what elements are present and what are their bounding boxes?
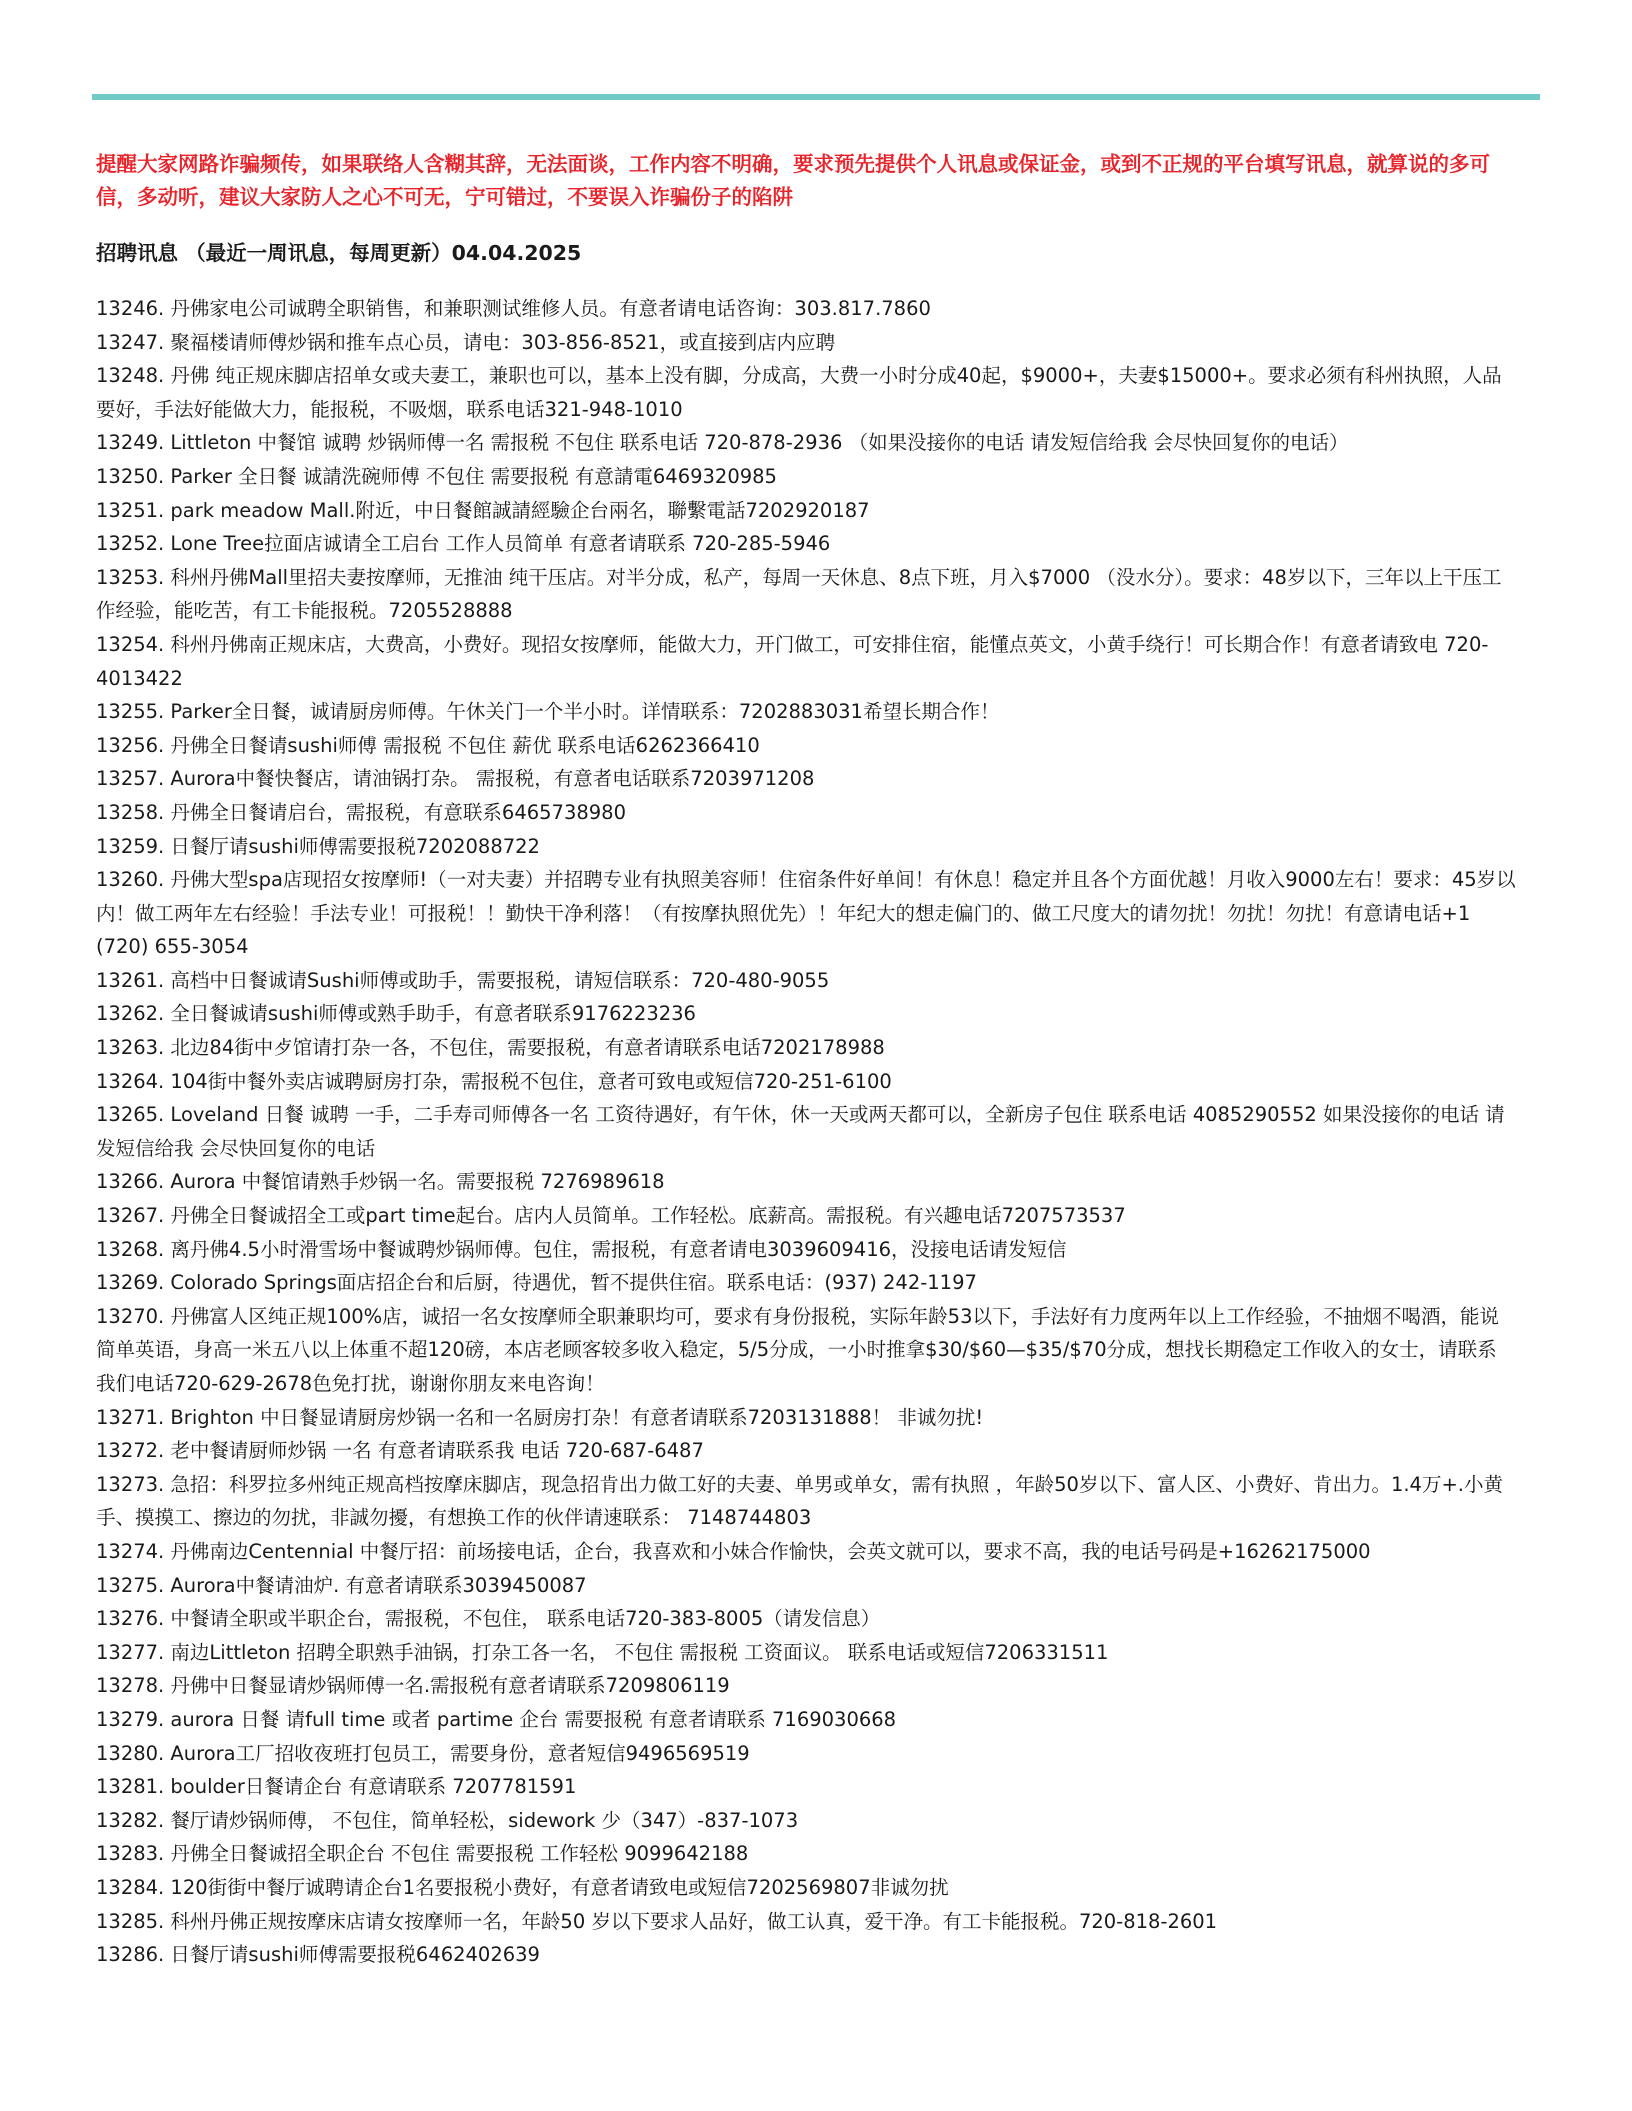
job-listing-item: 13278. 丹佛中日餐显请炒锅师傅一名.需报税有意者请联系7209806119 [96,1674,730,1698]
section-heading: 招聘讯息 （最近一周讯息，每周更新）04.04.2025 [96,241,582,265]
job-listing-item: 13261. 高档中日餐诚请Sushi师傅或助手，需要报税，请短信联系：720-480-9055 [96,968,830,992]
job-listing-item: 13269. Colorado Springs面店招企台和后厨，待遇优，暂不提供住宿。联系电话：(937) 242-1197 [96,1271,977,1295]
job-listing-item: 13257. Aurora中餐快餐店，请油锅打杂。 需报税，有意者电话联系7203971208 [96,767,815,791]
job-listing-item: 13277. 南边Littleton 招聘全职熟手油锅，打杂工各一名， 不包住 需报税 工资面议。 联系电话或短信7206331511 [96,1640,1109,1664]
job-listing-item: 13252. Lone Tree拉面店诚请全工启台 工作人员简单 有意者请联系 720-285-5946 [96,532,831,556]
job-listing-item: 13254. 科州丹佛南正规床店，大费高，小费好。现招女按摩师，能做大力，开门做工，可安排住宿，能懂点英文，小黄手绕行！可长期合作！有意者请致电 720-4013422 [96,632,1489,690]
job-listing-item: 13246. 丹佛家电公司诚聘全职销售，和兼职测试维修人员。有意者请电话咨询：303.817.7860 [96,297,931,320]
job-listing-item: 13251. park meadow Mall.附近，中日餐館誠請經驗企台兩名，聯繫電話7202920187 [96,498,870,522]
job-listing-item: 13280. Aurora工厂招收夜班打包员工，需要身份，意者短信9496569519 [96,1741,750,1765]
job-listing-item: 13247. 聚福楼请师傅炒锅和推车点心员，请电：303-856-8521，或直接到店内应聘 [96,330,836,354]
job-listing-item: 13259. 日餐厅请sushi师傅需要报税7202088722 [96,834,540,858]
job-listing-item: 13271. Brighton 中日餐显请厨房炒锅一名和一名厨房打杂！有意者请联系7203131888！ 非诚勿扰! [96,1405,984,1429]
job-listing-item: 13276. 中餐请全职或半职企台，需报税，不包住， 联系电话720-383-8005（请发信息） [96,1607,881,1631]
job-listing-item: 13281. boulder日餐请企台 有意请联系 7207781591 [96,1775,577,1799]
top-divider [92,94,1540,100]
job-listing-item: 13286. 日餐厅请sushi师傅需要报税6462402639 [96,1943,540,1967]
job-listing-item: 13267. 丹佛全日餐诚招全工或part time起台。店内人员简单。工作轻松。底薪高。需报税。有兴趣电话7207573537 [96,1204,1126,1228]
job-listing-item: 13275. Aurora中餐请油炉. 有意者请联系3039450087 [96,1573,587,1597]
job-listing-item: 13260. 丹佛大型spa店现招女按摩师!（一对夫妻）并招聘专业有执照美容师！住宿条件好单间！有休息！稳定并且各个方面优越！月收入9000左右！要求：45岁以内！做工两年左右经验！手法专业！可报税！！勤快干净利落！（有按摩执照优先）！年纪大的想走偏门的、做工尺度大的请勿扰！勿扰！勿扰！有意请电话+1 (720) 655-3054 [96,868,1516,959]
job-listing-item: 13253. 科州丹佛Mall里招夫妻按摩师，无推油 纯干压店。对半分成，私产，每周一天休息、8点下班，月入$7000 （没水分）。要求：48岁以下，三年以上干压工作经验，能吃苦，有工卡能报税。7205528888 [96,565,1502,623]
job-listing-item: 13284. 120街街中餐厅诚聘请企台1名要报税小费好，有意者请致电或短信7202569807非诚勿扰 [96,1875,949,1899]
job-listing-item: 13256. 丹佛全日餐请sushi师傅 需报税 不包住 薪优 联系电话6262366410 [96,733,760,757]
job-listing-item: 13285. 科州丹佛正规按摩床店请女按摩师一名，年龄50 岁以下要求人品好，做工认真，爱干净。有工卡能报税。720-818-2601 [96,1909,1218,1933]
job-listing-item: 13264. 104街中餐外卖店诚聘厨房打杂，需报税不包住，意者可致电或短信720-251-6100 [96,1069,892,1093]
job-listing-item: 13258. 丹佛全日餐请启台，需报税，有意联系6465738980 [96,800,626,824]
job-listing-item: 13262. 全日餐诚请sushi师傅或熟手助手，有意者联系9176223236 [96,1002,696,1026]
job-listing-item: 13282. 餐厅请炒锅师傅， 不包住，简单轻松，sidework 少（347）-837-1073 [96,1808,799,1832]
job-listing-item: 13265. Loveland 日餐 诚聘 一手，二手寿司师傅各一名 工资待遇好，有午休，休一天或两天都可以，全新房子包住 联系电话 4085290552 如果没接你的电话 请发短信给我 会尽快回复你的电话 [96,1103,1505,1160]
job-listing-item: 13279. aurora 日餐 请full time 或者 partime 企台 需要报税 有意者请联系 7169030668 [96,1707,897,1731]
job-listing-item: 13255. Parker全日餐，诚请厨房师傅。午休关门一个半小时。详情联系：7202883031希望长期合作！ [96,700,1000,724]
scam-warning-notice: 提醒大家网路诈骗频传，如果联络人含糊其辞，无法面谈，工作内容不明确，要求预先提供个人讯息或保证金，或到不正规的平台填写讯息，就算说的多可信，多动听，建议大家防人之心不可无，宁可错过，不要误入诈骗份子的陷阱 [96,152,1490,209]
job-listing-item: 13270. 丹佛富人区纯正规100%店，诚招一名女按摩师全职兼职均可，要求有身份报税，实际年龄53以下，手法好有力度两年以上工作经验，不抽烟不喝酒，能说简单英语，身高一米五八以上体重不超120磅，本店老顾客较多收入稳定，5/5分成，一小时推拿$30/$60—$35/$70分成，想找长期稳定工作收入的女士，请联系我们电话720-629-2678色免打扰，谢谢你朋友来电咨询！ [96,1304,1499,1395]
job-listing-item: 13273. 急招：科罗拉多州纯正规高档按摩床脚店，现急招肯出力做工好的夫妻、单男或单女，需有执照 ，年龄50岁以下、富人区、小费好、肯出力。1.4万+.小黄手、摸摸工、擦边的勿扰，非誠勿擾，有想换工作的伙伴请速联系： 7148744803 [96,1472,1503,1530]
job-listing-item: 13272. 老中餐请厨师炒锅 一名 有意者请联系我 电话 720-687-6487 [96,1439,704,1463]
job-listing-item: 13248. 丹佛 纯正规床脚店招单女或夫妻工，兼职也可以，基本上没有脚，分成高，大费一小时分成40起，$9000+，夫妻$15000+。要求必须有科州执照，人品要好，手法好能做大力，能报税，不吸烟，联系电话321-948-1010 [96,364,1502,421]
job-listing-item: 13274. 丹佛南边Centennial 中餐厅招：前场接电话，企台，我喜欢和小妹合作愉快，会英文就可以，要求不高，我的电话号码是+16262175000 [96,1539,1371,1563]
job-listing-item: 13283. 丹佛全日餐诚招全职企台 不包住 需要报税 工作轻松 9099642188 [96,1842,749,1866]
job-listing-item: 13249. Littleton 中餐馆 诚聘 炒锅师傅一名 需报税 不包住 联系电话 720-878-2936 （如果没接你的电话 请发短信给我 会尽快回复你的电话） [96,431,1349,455]
job-listing-item: 13250. Parker 全日餐 诚請洗碗师傅 不包住 需要报税 有意請電6469320985 [96,464,777,488]
job-listing-item: 13266. Aurora 中餐馆请熟手炒锅一名。需要报税 7276989618 [96,1170,665,1194]
job-listings [96,292,1516,1972]
job-listing-item: 13263. 北边84街中歺馆请打杂一各，不包住，需要报税，有意者请联系电话7202178988 [96,1036,885,1060]
job-listing-item: 13268. 离丹佛4.5小时滑雪场中餐诚聘炒锅师傅。包住，需报税，有意者请电3039609416，没接电话请发短信 [96,1237,1067,1261]
